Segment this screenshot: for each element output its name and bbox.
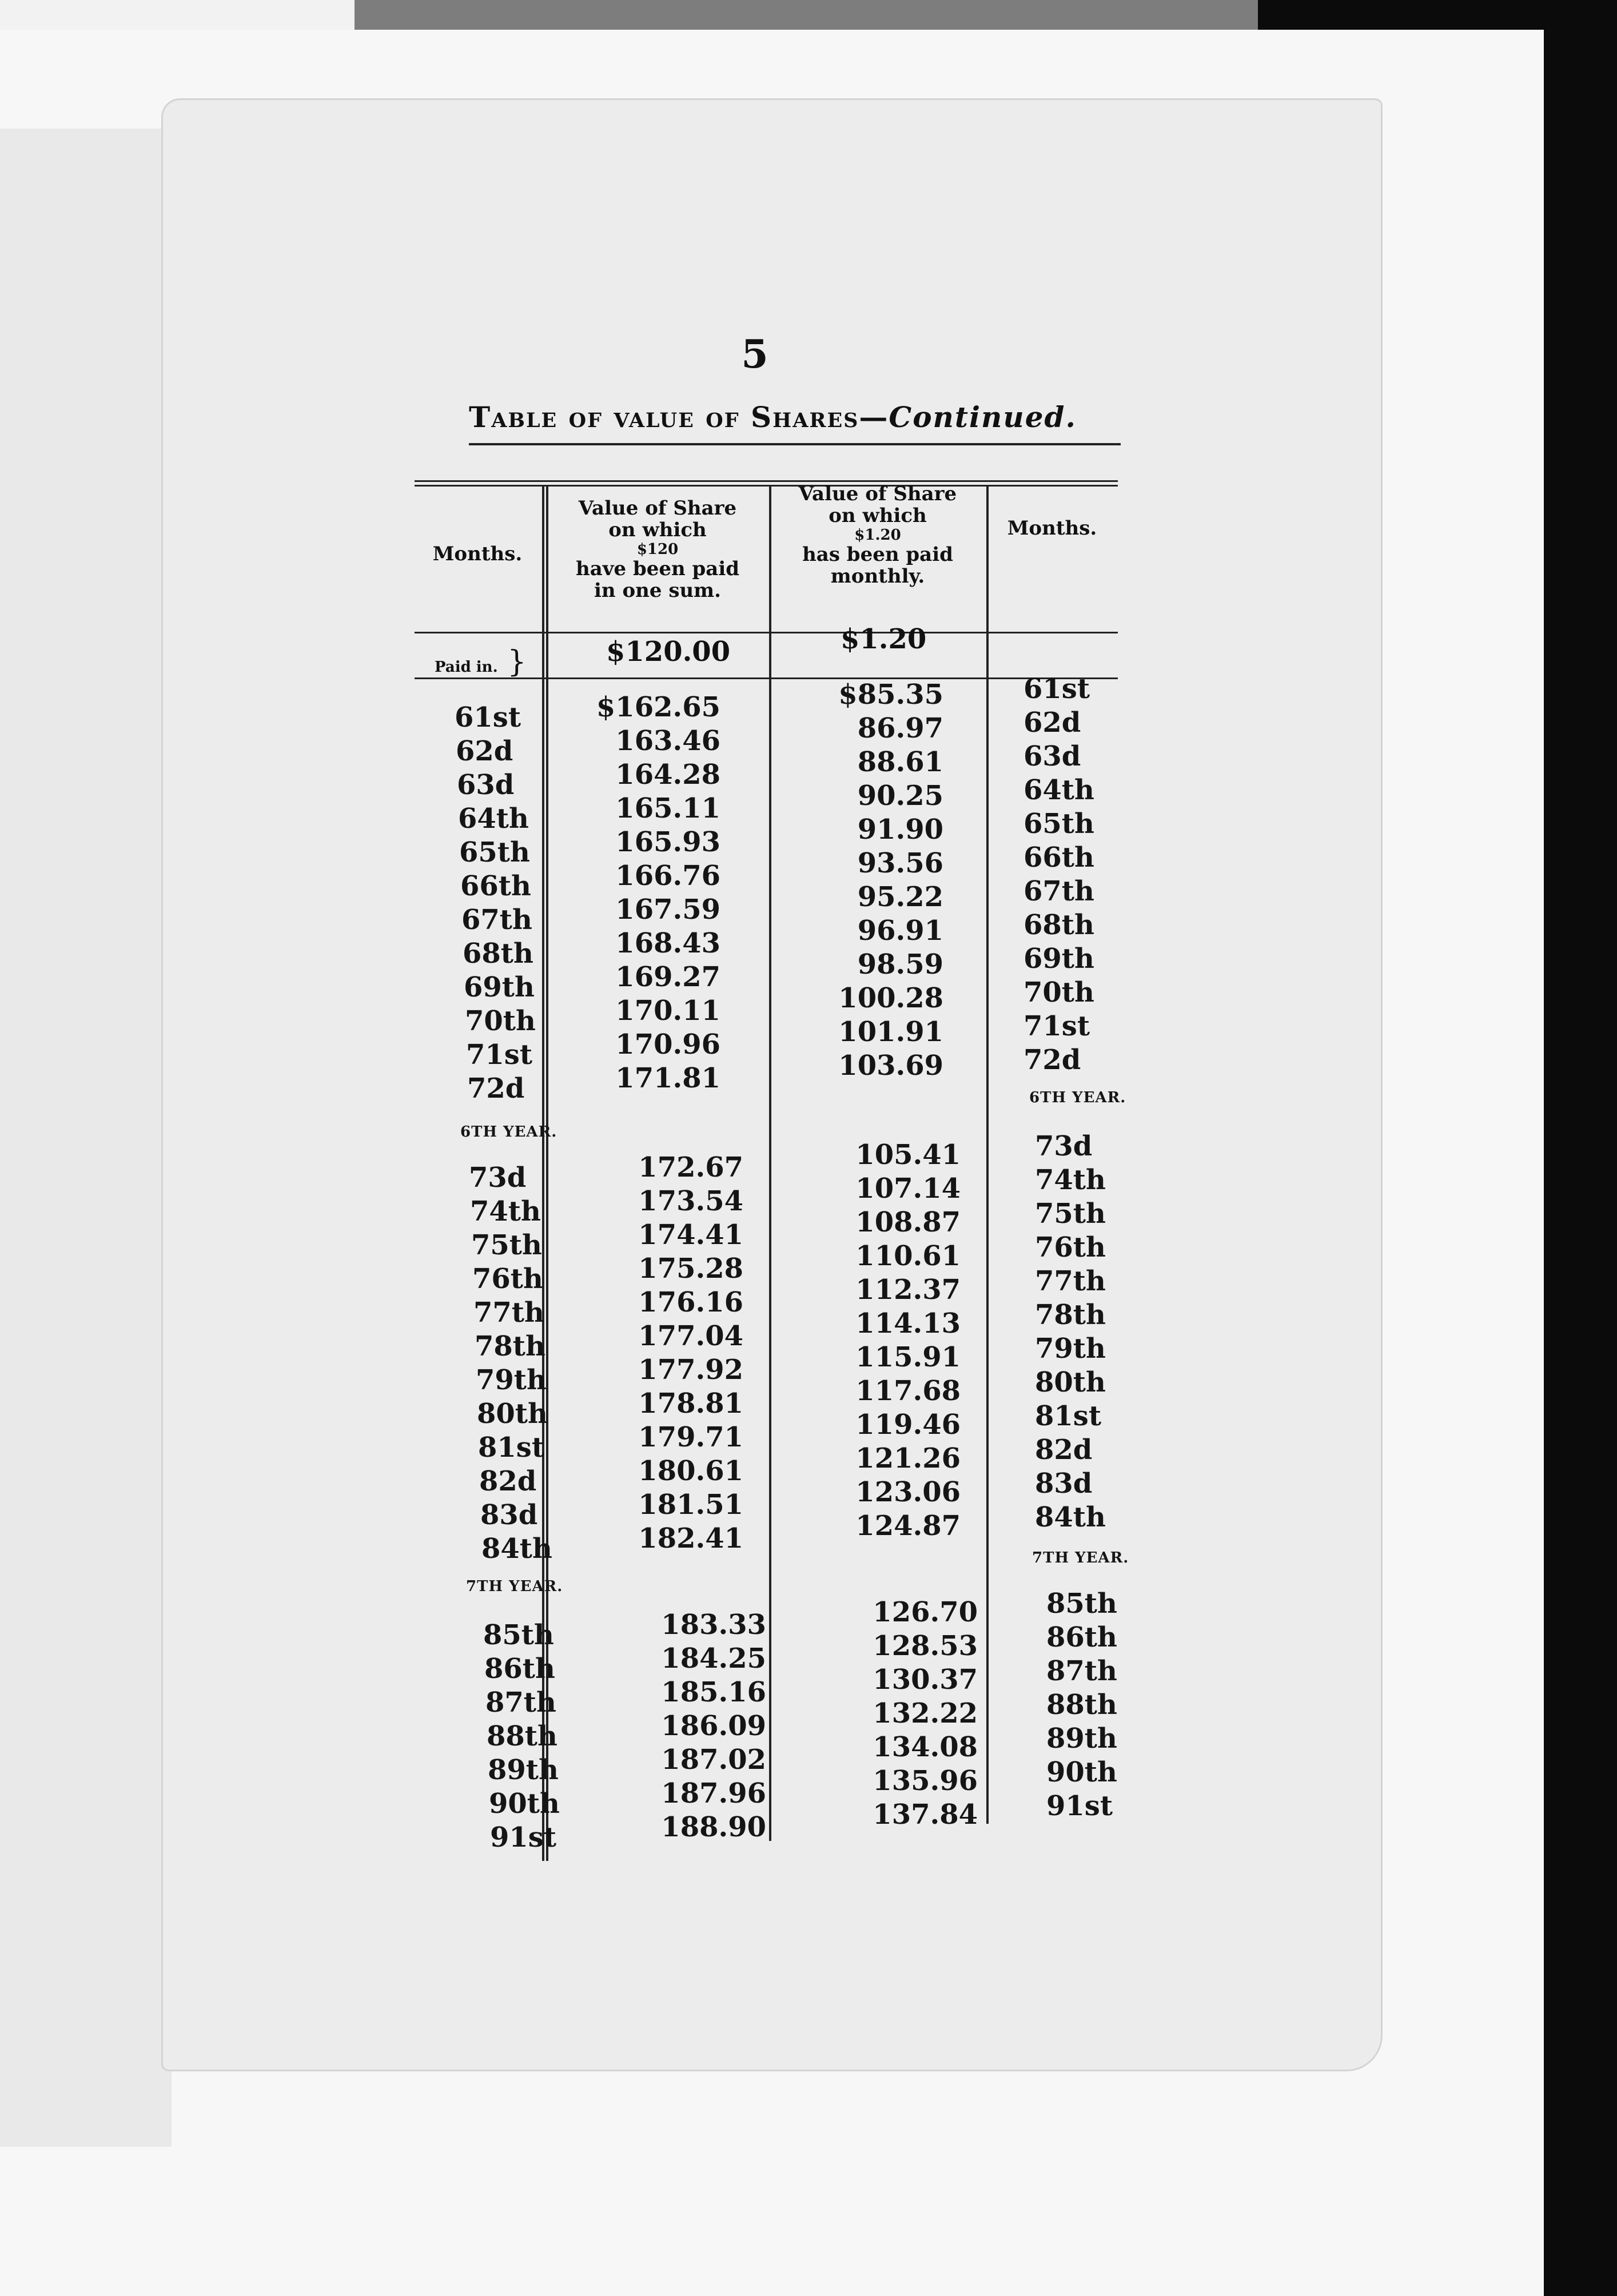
one-sum-value-cell: 187.96 [661,1777,766,1809]
monthly-value-cell: 105.41 [855,1139,961,1171]
monthly-value-cell: 134.08 [873,1731,978,1763]
one-sum-value-cell: 177.04 [638,1320,743,1352]
monthly-value-cell: 124.87 [855,1510,961,1542]
month-left-cell: 86th [484,1653,555,1685]
one-sum-value-cell: 170.11 [615,995,720,1027]
month-right-cell: 69th [1023,943,1094,975]
monthly-value-cell: 107.14 [855,1173,961,1205]
month-right-cell: 85th [1046,1588,1117,1620]
one-sum-value-cell: 186.09 [661,1710,766,1742]
monthly-value-cell: 88.61 [857,746,943,778]
month-right-cell: 82d [1035,1434,1093,1466]
title-rule-top [469,443,1121,445]
monthly-value-cell: 128.53 [873,1630,978,1662]
monthly-value-cell: 100.28 [838,982,943,1014]
month-left-cell: 73d [469,1162,527,1194]
month-right-cell: 77th [1035,1265,1106,1297]
month-right-cell: 67th [1023,875,1094,907]
month-right-cell: 72d [1023,1044,1081,1076]
one_sum-line: Value of Share [578,497,737,520]
month-right-cell: 66th [1023,842,1094,874]
year-heading-left: 7TH YEAR. [466,1578,563,1595]
month-right-cell: 78th [1035,1299,1106,1331]
monthly-value-cell: 130.37 [873,1664,978,1696]
header-months-right: Months. [1007,517,1097,540]
one-sum-value-cell: 171.81 [615,1062,720,1094]
monthly-value-cell: 121.26 [855,1442,961,1474]
month-left-cell: 63d [457,769,515,801]
monthly-value-cell: 91.90 [857,814,943,846]
paid-in-monthly: $1.20 [841,623,927,655]
month-right-cell: 76th [1035,1231,1106,1263]
month-right-cell: 91st [1046,1790,1113,1822]
month-left-cell: 84th [481,1533,552,1565]
monthly-line: on which [829,504,927,527]
one-sum-value-cell: 183.33 [661,1609,766,1641]
one-sum-value-cell: 180.61 [638,1455,743,1487]
monthly-value-cell: 98.59 [857,948,943,980]
month-left-cell: 75th [471,1229,542,1261]
month-left-cell: 85th [483,1619,554,1651]
one-sum-value-cell: 170.96 [615,1029,720,1061]
one-sum-value-cell: 179.71 [638,1421,743,1453]
monthly-line: Value of Share [798,483,957,505]
one-sum-value-cell: 174.41 [638,1219,743,1251]
month-left-cell: 65th [459,836,530,868]
month-left-cell: 91st [490,1821,556,1853]
page-number: 5 [741,332,768,377]
monthly-line: monthly. [830,565,925,588]
month-right-cell: 70th [1023,976,1094,1009]
year-heading-right: 6TH YEAR. [1029,1089,1126,1106]
monthly-value-cell: 86.97 [857,712,943,744]
title-main: Table of value of Shares— [469,400,889,434]
month-left-cell: 90th [489,1788,560,1820]
month-left-cell: 83d [480,1499,538,1531]
monthly-value-cell: 132.22 [873,1697,978,1729]
paid-in-label: Paid in. [435,659,498,676]
one-sum-value-cell: 165.93 [615,826,720,858]
one-sum-value-cell: 184.25 [661,1643,766,1675]
monthly-value-cell: 117.68 [855,1375,961,1407]
one-sum-value-cell: 185.16 [661,1676,766,1708]
month-right-cell: 61st [1023,673,1090,705]
month-right-cell: 87th [1046,1655,1117,1687]
monthly-line: $1.20 [854,527,901,544]
month-left-cell: 61st [455,701,521,734]
document-page [163,100,1381,2070]
month-right-cell: 90th [1046,1756,1117,1788]
month-left-cell: 62d [456,735,513,767]
header-rule-bottom [415,632,1118,633]
one-sum-value-cell: 164.28 [615,759,720,791]
month-right-cell: 65th [1023,808,1094,840]
month-left-cell: 78th [475,1330,545,1362]
one-sum-value-cell: 181.51 [638,1489,743,1521]
monthly-value-cell: 110.61 [855,1240,961,1272]
month-right-cell: 64th [1023,774,1094,806]
month-right-cell: 68th [1023,909,1094,941]
paid-in-one-sum: $120.00 [606,636,731,668]
month-right-cell: 71st [1023,1010,1090,1042]
month-left-cell: 80th [477,1398,548,1430]
monthly-line: has been paid [802,543,953,566]
month-left-cell: 74th [470,1195,541,1227]
monthly-value-cell: 90.25 [857,780,943,812]
month-left-cell: 89th [488,1754,559,1786]
monthly-value-cell: 135.96 [873,1765,978,1797]
monthly-value-cell: 115.91 [855,1341,961,1373]
month-left-cell: 79th [476,1364,547,1396]
monthly-value-cell: 96.91 [857,915,943,947]
one-sum-value-cell: 176.16 [638,1286,743,1318]
month-right-cell: 89th [1046,1723,1117,1755]
year-heading-left: 6TH YEAR. [460,1123,557,1141]
monthly-value-cell: 95.22 [857,881,943,913]
one-sum-value-cell: 187.02 [661,1744,766,1776]
one-sum-value-cell: 175.28 [638,1253,743,1285]
monthly-value-cell: $85.35 [838,679,943,711]
month-right-cell: 73d [1035,1130,1093,1162]
monthly-value-cell: 114.13 [855,1308,961,1340]
one-sum-value-cell: 182.41 [638,1522,743,1554]
month-left-cell: 68th [463,938,533,970]
year-heading-right: 7TH YEAR. [1032,1549,1129,1566]
one-sum-value-cell: 172.67 [638,1151,743,1183]
column-divider-3 [986,486,989,1824]
month-left-cell: 67th [461,904,532,936]
one-sum-value-cell: 168.43 [615,927,720,959]
month-left-cell: 82d [479,1465,537,1497]
table-title [469,400,1121,434]
one_sum-line: on which [608,519,707,541]
month-right-cell: 75th [1035,1198,1106,1230]
month-left-cell: 72d [467,1073,525,1105]
header-months-left: Months. [432,543,523,565]
monthly-value-cell: 119.46 [855,1409,961,1441]
month-right-cell: 81st [1035,1400,1101,1432]
one-sum-value-cell: 177.92 [638,1354,743,1386]
title-continued: Continued. [889,400,1077,434]
film-edge-top [343,0,1258,30]
month-right-cell: 80th [1035,1366,1106,1398]
previous-page-edge [0,129,172,2147]
month-right-cell: 62d [1023,707,1081,739]
one-sum-value-cell: 166.76 [615,860,720,892]
one-sum-value-cell: 169.27 [615,961,720,993]
monthly-value-cell: 112.37 [855,1274,961,1306]
month-right-cell: 79th [1035,1333,1106,1365]
monthly-value-cell: 103.69 [838,1050,943,1082]
one-sum-value-cell: 188.90 [661,1811,766,1843]
one-sum-value-cell: 165.11 [615,792,720,824]
monthly-value-cell: 137.84 [873,1799,978,1831]
month-left-cell: 69th [464,971,535,1003]
one_sum-line: in one sum. [594,579,721,602]
month-left-cell: 70th [465,1005,536,1037]
header-value-monthly [772,483,983,587]
month-left-cell: 81st [478,1432,544,1464]
monthly-value-cell: 93.56 [857,847,943,879]
monthly-value-cell: 123.06 [855,1476,961,1508]
paid-in-label-wrap [435,645,526,679]
month-left-cell: 77th [473,1297,544,1329]
paid-in-brace: } [507,645,527,679]
month-right-cell: 74th [1035,1164,1106,1196]
month-right-cell: 63d [1023,740,1081,772]
month-right-cell: 86th [1046,1621,1117,1653]
monthly-value-cell: 101.91 [838,1016,943,1048]
month-right-cell: 84th [1035,1501,1106,1533]
monthly-value-cell: 126.70 [873,1596,978,1628]
header-rule-top [415,480,1118,482]
one-sum-value-cell: 167.59 [615,894,720,926]
column-divider-2 [769,486,771,1841]
monthly-value-cell: 108.87 [855,1206,961,1238]
one_sum-line: have been paid [575,557,740,580]
one_sum-line: $120 [636,541,679,558]
header-rule-top-double [415,485,1118,487]
month-left-cell: 76th [472,1263,543,1295]
one-sum-value-cell: 173.54 [638,1185,743,1217]
one-sum-value-cell: 178.81 [638,1388,743,1420]
one-sum-value-cell: $162.65 [596,691,720,723]
month-left-cell: 88th [487,1720,557,1752]
month-right-cell: 88th [1046,1689,1117,1721]
month-right-cell: 83d [1035,1468,1093,1500]
month-left-cell: 87th [485,1687,556,1719]
header-value-one-sum [549,497,766,601]
month-left-cell: 64th [458,803,529,835]
month-left-cell: 66th [460,870,531,902]
one-sum-value-cell: 163.46 [615,725,720,757]
month-left-cell: 71st [466,1039,532,1071]
